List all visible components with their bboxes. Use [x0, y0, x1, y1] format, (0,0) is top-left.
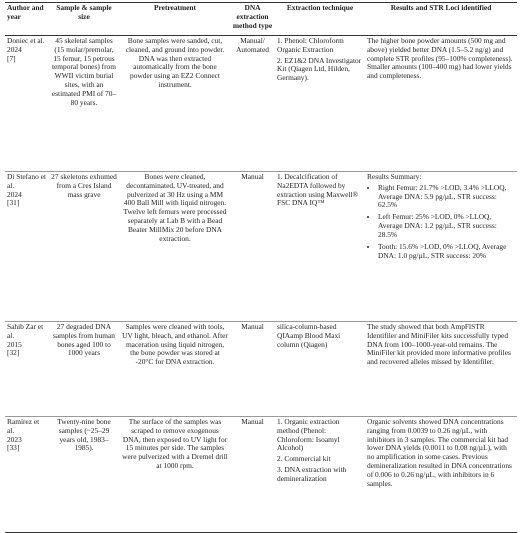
technique-step: 2. EZ1&2 DNA Investigator Kit (Qiagen Ltd, Hilden, Germany). — [277, 55, 362, 83]
table-body — [5, 35, 517, 532]
author-year: 2015 — [7, 339, 22, 349]
table-row — [5, 171, 517, 321]
author-cell — [5, 35, 48, 171]
technique-steps — [277, 418, 363, 484]
sample-cell: Twenty-nine bone samples (~25–29 years old, 1983–1985). — [48, 416, 120, 532]
author-cell — [5, 171, 48, 321]
pretreatment-cell: Samples were cleaned with tools, UV light, bleach, and ethanol. After maceration using liquid nitrogen, the bone powder was stored at -20°C for DNA extraction. — [120, 321, 230, 416]
studies-table — [5, 2, 517, 533]
pretreatment-cell: Bone samples were sanded, cut, cleaned, and ground into powder. DNA was then extracted automatically from the bone powder using an EZ2 Connect instrument. — [120, 35, 230, 171]
method-cell: Manual — [230, 321, 275, 416]
author-name: Sahib Zar et al. — [7, 321, 44, 340]
pretreatment-cell: The surface of the samples was scraped to remove exogenous DNA, then exposed to UV light for 15 minutes per side. The samples were pulverized with a Dremel drill at 1000 rpm. — [120, 416, 230, 532]
technique-cell: silica-column-based QIAamp Blood Maxi column (Qiagen) — [275, 321, 365, 416]
results-cell: Organic solvents showed DNA concentrations ranging from 0.0039 to 0.26 ng/µL, with inhibitors in 3 samples. The commercial kit had lower DNA yields (0.0011 to 0.08 ng/µL), with no amplification in some cases. Previous demineralization resulted in DNA concentrations of 0.006 to 0.26 ng/µL, with inhibitors in 6 samples. — [365, 416, 517, 532]
method-cell: Manual — [230, 171, 275, 321]
header-technique: Extraction technique — [275, 3, 365, 36]
results-bullets — [367, 184, 515, 261]
results-bullet: • Right Femur: 21.7% >LOD, 3.4% >LLOQ, Average DNA: 5.9 pg/µL, STR success: 62.5% — [378, 184, 515, 211]
author-ref-link[interactable]: [31] — [7, 198, 20, 208]
results-cell: The higher bone powder amounts (500 mg and above) yielded better DNA (1.5–5.2 ng/g) and complete STR profiles (95–100% completeness). Smaller amounts (100–400 mg) had lower yields and completeness. — [365, 35, 517, 171]
table-header — [5, 3, 517, 36]
sample-cell: 27 degraded DNA samples from human bones aged 100 to 1000 years — [48, 321, 120, 416]
technique-cell: 1. Decalcification of Na2EDTA followed by extraction using Maxwell® FSC DNA IQ™ — [275, 171, 365, 321]
header-author-year: Author and year — [5, 3, 48, 36]
results-bullet: • Left Femur: 25% >LOD, 0% >LLOQ, Average DNA: 1.2 pg/µL, STR success: 28.5% — [378, 213, 515, 240]
technique-step: 2. Commercial kit — [277, 454, 331, 464]
sample-cell: 27 skeletons exhumed from a Cres Island mass grave — [48, 171, 120, 321]
author-ref-link[interactable]: [7] — [7, 53, 16, 63]
author-ref-link[interactable]: [33] — [7, 443, 20, 453]
author-name: Ramírez et al. — [7, 416, 40, 435]
author-year: 2024 — [7, 189, 22, 199]
table-row — [5, 35, 517, 171]
technique-steps — [277, 37, 363, 84]
header-results: Results and STR Loci identified — [365, 3, 517, 36]
header-method-type: DNA extraction method type — [230, 3, 275, 36]
method-cell: Manual/ Automated — [230, 35, 275, 171]
author-name: Doniec et al. — [7, 35, 45, 45]
author-name: Di Stefano et al. — [7, 171, 46, 190]
author-year: 2024 — [7, 44, 22, 54]
technique-cell — [275, 35, 365, 171]
pretreatment-cell: Bones were cleaned, decontaminated, UV-treated, and pulverized at 30 Hz using a MM 400 Ball Mill with liquid nitrogen. Twelve left femurs were processed separately at Lab B with a Bead Beater MillMix 20 before DNA extraction. — [120, 171, 230, 321]
author-cell — [5, 321, 48, 416]
header-row — [5, 3, 517, 36]
sample-cell: 45 skeletal samples (15 molar/premolar, 15 femur, 15 petrous temporal bones) from WWII victim burial sites, with an estimated PMI of 70–80 years. — [48, 35, 120, 171]
table-row — [5, 321, 517, 416]
technique-step: 3. DNA extraction with demineralization — [277, 465, 347, 484]
header-sample: Sample & sample size — [48, 3, 120, 36]
results-cell — [365, 171, 517, 321]
technique-step: 1. Phenol: Chloroform Organic Extraction — [277, 35, 344, 54]
results-summary-title: Results Summary: — [367, 171, 422, 181]
header-pretreatment: Pretreatment — [120, 3, 230, 36]
results-bullet: • Tooth: 15.6% >LOD, 0% >LLOQ, Average DNA: 1.0 pg/µL, STR success: 20% — [378, 243, 515, 261]
technique-step: 1. Organic extraction method (Phenol: Chloroform: Isoamyl Alcohol) — [277, 416, 340, 453]
results-cell: The study showed that both AmpFlSTR Identifiler and MiniFiler kits successfully typed DNA from 100–1000-year-old remains. The MiniFiler kit provided more informative profiles and recovered alleles missed by Identifiler. — [365, 321, 517, 416]
method-cell: Manual — [230, 416, 275, 532]
author-year: 2023 — [7, 434, 22, 444]
author-ref-link[interactable]: [32] — [7, 348, 20, 358]
